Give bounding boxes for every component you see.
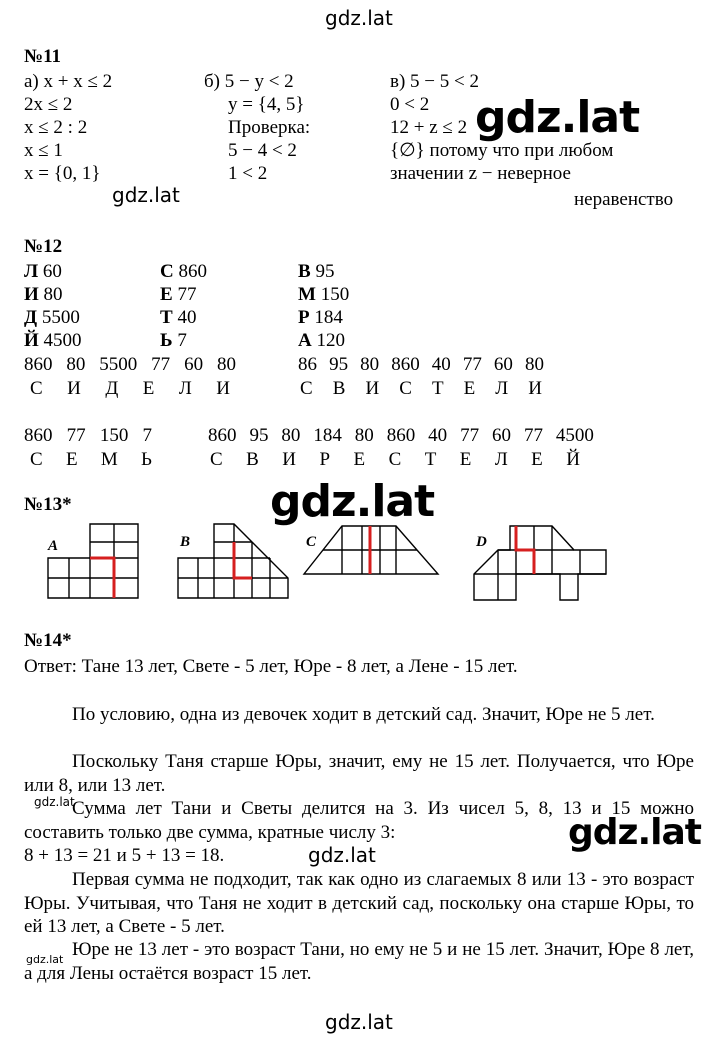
task14-paragraph-1: По условию, одна из девочек ходит в детский сад. Значит, Юре не 5 лет. [72, 704, 655, 725]
figure-d-label: D [476, 534, 487, 550]
watermark-bottom: gdz.lat [325, 1010, 393, 1034]
code-row: В 95 [298, 261, 335, 282]
word3-letters: С Е М Ь [30, 449, 152, 470]
task11-title: №11 [24, 46, 62, 67]
task11-a-line: а) x + x ≤ 2 [24, 71, 113, 92]
task12-title: №12 [24, 236, 63, 257]
task12-col3 [298, 260, 349, 352]
task11-c-line: {∅} потому что при любом [390, 140, 614, 161]
task14-title: №14* [24, 630, 72, 651]
figure-d [470, 522, 610, 604]
word2-letters: С В И С Т Е Л И [300, 378, 542, 399]
task11-col-a [24, 70, 112, 185]
task11-b-line: Проверка: [228, 117, 311, 138]
figure-c-label: C [306, 534, 317, 550]
code-row: Д 5500 [24, 307, 80, 328]
word4-numbers: 860 95 80 184 80 860 40 77 60 77 4500 [208, 425, 594, 446]
watermark-mid: gdz.lat [308, 843, 376, 867]
figure-b-cut [234, 542, 252, 578]
task11-a-line: x ≤ 2 : 2 [24, 117, 88, 138]
watermark-small-1: gdz.lat [112, 183, 180, 207]
figure-a [22, 522, 140, 602]
task13-title: №13* [24, 494, 72, 515]
task12-col2 [160, 260, 207, 352]
code-row: Л 60 [24, 261, 62, 282]
task14-answer: Ответ: Тане 13 лет, Свете - 5 лет, Юре - 8 лет, а Лене - 15 лет. [24, 656, 518, 677]
code-row: Р 184 [298, 307, 343, 328]
task11-b-line: y = {4, 5} [228, 94, 305, 115]
task11-b-line: б) 5 − y < 2 [204, 71, 294, 92]
task11-a-line: x = {0, 1} [24, 163, 101, 184]
task11-col-b [204, 70, 310, 185]
code-row: М 150 [298, 284, 350, 305]
code-row: Ь 7 [160, 330, 187, 351]
task14-paragraph-2: Поскольку Таня старше Юры, значит, ему не 15 лет. Получается, что Юре или 8, или 13 лет. [24, 751, 694, 796]
task11-b-line: 1 < 2 [228, 163, 268, 184]
task11-a-line: x ≤ 1 [24, 140, 63, 161]
word2-numbers: 86 95 80 860 40 77 60 80 [298, 354, 544, 375]
task14-paragraph-3: Сумма лет Тани и Светы делится на 3. Из чисел 5, 8, 13 и 15 можно составить только две сумма, кратные числу 3: [24, 798, 694, 843]
task11-c-line: в) 5 − 5 < 2 [390, 71, 479, 92]
task14-paragraph-5: Юре не 13 лет - это возраст Тани, но ему не 5 и не 15 лет. Значит, Юре 8 лет, а для Лены остаётся возраст 15 лет. [24, 939, 694, 984]
code-row: А 120 [298, 330, 345, 351]
task12-col1 [24, 260, 82, 352]
watermark-tiny-2: gdz.lat [26, 953, 64, 966]
task11-c-line: 12 + z ≤ 2 [390, 117, 468, 138]
code-row: Т 40 [160, 307, 197, 328]
code-row: Е 77 [160, 284, 197, 305]
task11-c-line: неравенство [574, 189, 674, 210]
word1-numbers: 860 80 5500 77 60 80 [24, 354, 236, 375]
code-row: С 860 [160, 261, 207, 282]
figure-b [172, 522, 292, 602]
task14-sums: 8 + 13 = 21 и 5 + 13 = 18. [24, 845, 225, 866]
word3-numbers: 860 77 150 7 [24, 425, 152, 446]
word4-letters: С В И Р Е С Т Е Л Е Й [210, 449, 580, 470]
watermark-top: gdz.lat [325, 6, 393, 30]
code-row: И 80 [24, 284, 63, 305]
task11-a-line: 2x ≤ 2 [24, 94, 73, 115]
code-row: Й 4500 [24, 330, 82, 351]
figure-d-cut [516, 526, 534, 574]
task14-paragraph-4: Первая сумма не подходит, так как одно из слагаемых 8 или 13 - это возраст Юры. Учитывая, что Таня не ходит в детский сад, поскольку она старше Юры, то ей 13 лет, а Свете - 5 лет. [24, 869, 694, 937]
watermark-tiny-1: gdz.lat [34, 795, 75, 809]
task11-col-c [390, 70, 613, 185]
task11-c-line: значении z − неверное [390, 163, 571, 184]
task11-c-line: 0 < 2 [390, 94, 430, 115]
task11-b-line: 5 − 4 < 2 [228, 140, 297, 161]
watermark-big-3: gdz.lat [568, 812, 702, 853]
word1-letters: С И Д Е Л И [30, 378, 230, 399]
figure-a-label: A [48, 538, 59, 554]
figure-b-label: B [180, 534, 191, 550]
figure-c [300, 522, 440, 602]
watermark-big-2: gdz.lat [270, 476, 435, 527]
watermark-big-1: gdz.lat [475, 92, 640, 143]
